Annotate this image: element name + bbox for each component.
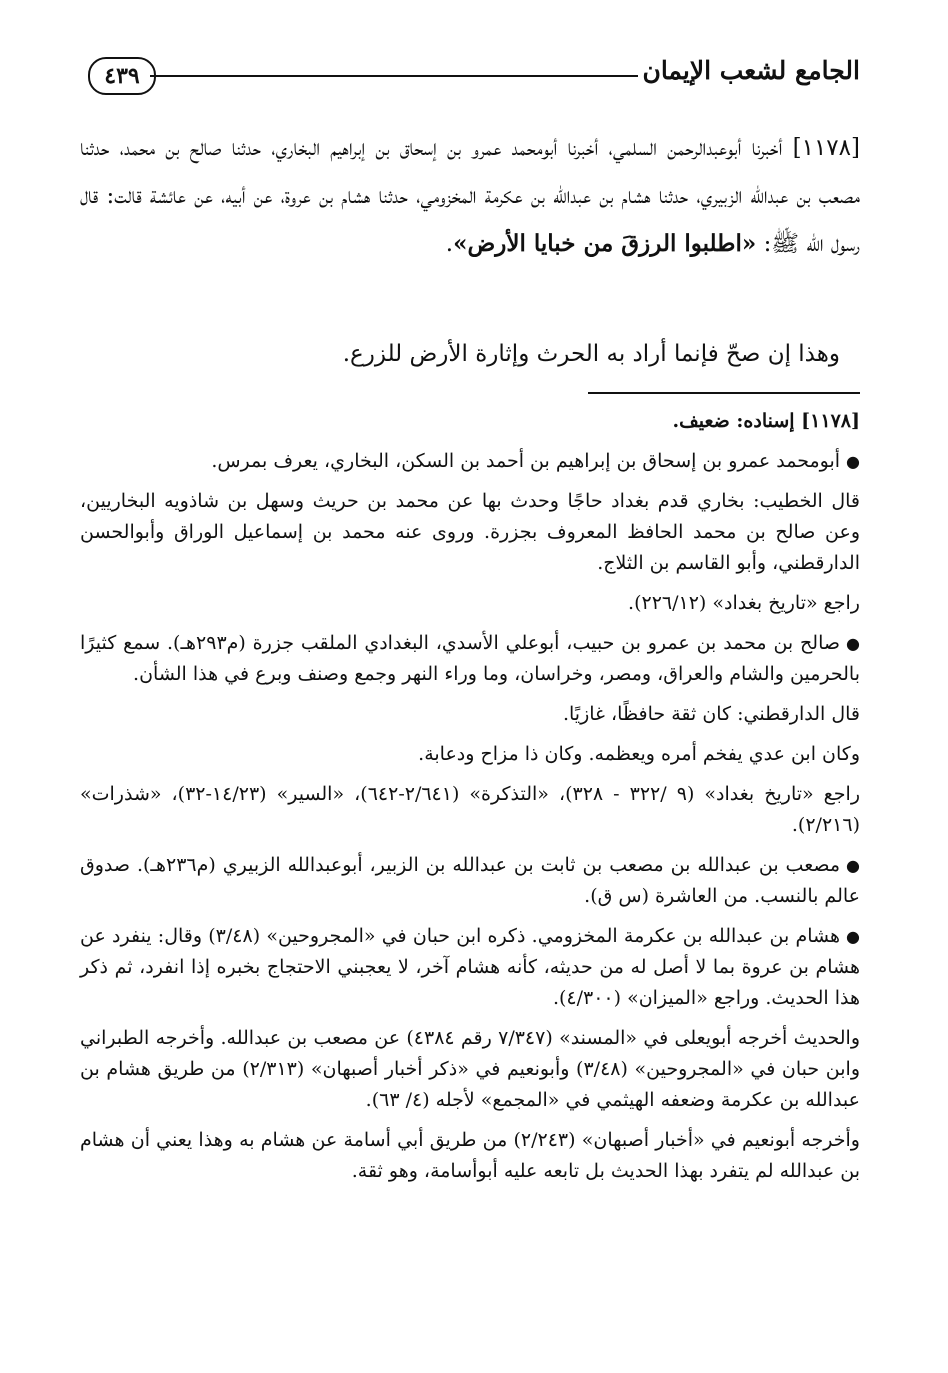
- footnote-narrator-3: ●مصعب بن عبدالله بن مصعب بن ثابت بن عبدالله بن الزبير، أبوعبدالله الزبيري (م٢٣٦هـ). صدوق عالم بالنسب. من العاشرة (س ق).: [80, 850, 860, 912]
- hadith-isnad: أخبرنا أبوعبدالرحمن السلمي، أخبرنا أبومحمد عمرو بن إسحاق بن إبراهيم البخاري، حدثنا صالح بن محمد، حدثنا مصعب بن عبدالله الزبيري، حدثنا هشام بن عبدالله بن عكرمة المخزومي، حدثنا هشام بن عروة، عن أبيه، عن عائشة قالت: قال رسول الله ﷺ:: [80, 135, 860, 257]
- book-title: الجامع لشعب الإيمان: [642, 56, 860, 85]
- footnote-paragraph: قال الدارقطني: كان ثقة حافظًا، غازيًا.: [562, 703, 860, 725]
- author-comment: وهذا إن صحّ فإنما أراد به الحرث وإثارة الأرض للزرع.: [342, 341, 840, 367]
- footnote-reference: راجع «تاريخ بغداد» (٢٢٦/١٢).: [628, 592, 860, 614]
- footnotes: [80, 406, 860, 1196]
- footnote-reference: راجع «تاريخ بغداد» (٩ /٣٢٢ - ٣٢٨)، «التذكرة» (٢/٦٤١-٦٤٢)، «السير» (١٤/٢٣-٣٢)، «شذرات» (٢/٢١٦).: [80, 783, 860, 836]
- bullet-icon: ●: [846, 856, 861, 875]
- hadith-matn: «اطلبوا الرزقَ من خبايا الأرض»: [453, 230, 757, 257]
- hadith-end: .: [445, 231, 454, 257]
- hadith-number: [١١٧٨]: [792, 135, 860, 161]
- bullet-icon: ●: [846, 927, 860, 946]
- hadith-paragraph: [80, 124, 860, 268]
- header-rule: [150, 75, 638, 77]
- footnote-takhrij: وأخرجه أبونعيم في «أخبار أصبهان» (٢/٢٤٣) من طريق أبي أسامة عن هشام به وهذا يعني أن هشام بن عبدالله لم يتفرد بهذا الحديث بل تابعه عليه أبوأسامة، وهو ثقة.: [80, 1129, 860, 1182]
- footnote-paragraph: وكان ابن عدي يفخم أمره ويعظمه. وكان ذا مزاح ودعابة.: [418, 743, 860, 765]
- page-number: ٤٣٩: [88, 57, 156, 95]
- footnote-takhrij: والحديث أخرجه أبويعلى في «المسند» (٧/٣٤٧ رقم ٤٣٨٤) عن مصعب بن عبدالله. وأخرجه الطبراني وابن حبان في «المجروحين» (٣/٤٨) وأبونعيم في «ذكر أخبار أصبهان» (٢/٣١٣) من طريق هشام بن عبدالله بن عكرمة وضعفه الهيثمي في «المجمع» لأجله (٤/ ٦٣).: [80, 1027, 860, 1111]
- hadith-text: [80, 124, 860, 268]
- footnote-narrator-4: ●هشام بن عبدالله بن عكرمة المخزومي. ذكره ابن حبان في «المجروحين» (٣/٤٨) وقال: ينفرد عن هشام بن عروة بما لا أصل له من حديثه، كأنه هشام آخر، لا يعجبني الاحتجاج بخبره إذا انفرد، ثم ذكر هذا الحديث. وراجع «الميزان» (٤/٣٠٠).: [80, 921, 860, 1014]
- running-header: [80, 52, 860, 98]
- footnote-narrator-1: ●أبومحمد عمرو بن إسحاق بن إبراهيم بن أحمد بن السكن، البخاري، يعرف بمرس.: [80, 446, 860, 477]
- footnote-heading: [١١٧٨] إسناده: ضعيف.: [672, 410, 860, 432]
- footnote-paragraph: قال الخطيب: بخاري قدم بغداد حاجًا وحدث بها عن محمد بن حريث وسهل بن شاذويه البخاريين، وعن صالح بن محمد الحافظ المعروف بجزرة. وروى عنه محمد بن إسماعيل الوراق وأبوالحسن الدارقطني، وأبو القاسم بن الثلاج.: [80, 490, 860, 574]
- bullet-icon: ●: [846, 634, 860, 653]
- footnote-narrator-2: ●صالح بن محمد بن عمرو بن حبيب، أبوعلي الأسدي، البغدادي الملقب جزرة (م٢٩٣هـ). سمع كثيرًا بالحرمين والشام والعراق، ومصر، وخراسان، وما وراء النهر وجمع وصنف وبرع في هذا الشأن.: [80, 628, 860, 690]
- footnote-divider: [588, 392, 860, 394]
- bullet-icon: ●: [846, 452, 860, 471]
